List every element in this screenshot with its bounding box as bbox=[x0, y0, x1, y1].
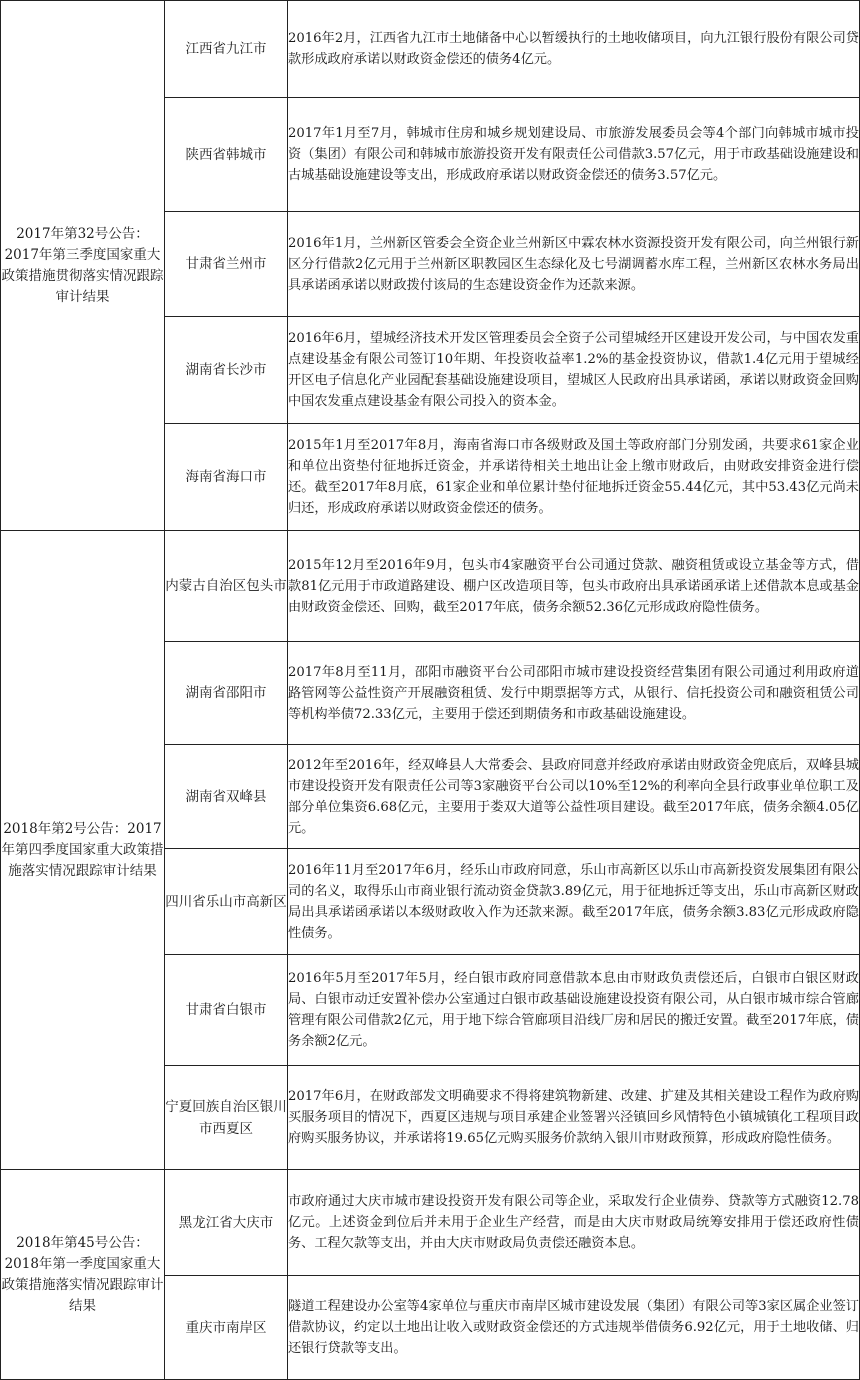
table-row bbox=[1, 531, 860, 642]
detail-cell bbox=[288, 745, 860, 849]
region-cell: 宁夏回族自治区银川市西夏区 bbox=[165, 1066, 288, 1170]
region-cell: 湖南省长沙市 bbox=[165, 317, 288, 424]
detail-text: 2016年11月至2017年6月，经乐山市政府同意，乐山市高新区以乐山市高新投资发展集团有限公司的名义，取得乐山市商业银行流动资金贷款3.89亿元，用于征地拆迁等支出，乐山市高新区财政局出具承诺函承诺以本级财政收入作为还款来源。截至2017年底，债务余额3.83亿元形成政府隐性债务。 bbox=[288, 862, 859, 941]
region-cell: 江西省九江市 bbox=[165, 1, 288, 98]
detail-text: 2016年2月，江西省九江市土地储备中心以暂缓执行的土地收储项目，向九江银行股份有限公司贷款形成政府承诺以财政资金偿还的债务4亿元。 bbox=[288, 31, 859, 67]
detail-cell bbox=[288, 98, 860, 212]
detail-text: 2012年至2016年，经双峰县人大常委会、县政府同意并经政府承诺由财政资金兜底后，双峰县城市建设投资开发有限责任公司等3家融资平台公司以10%至12%的利率向全县行政事业单位职工及部分单位集资6.68亿元，主要用于娄双大道等公益性项目建设。截至2017年底，债务余额4.05亿元。 bbox=[288, 757, 859, 836]
detail-cell bbox=[288, 642, 860, 745]
detail-text: 2016年6月，望城经济技术开发区管理委员会全资子公司望城经开区建设开发公司，与中国农发重点建设基金有限公司签订10年期、年投资收益率1.2%的基金投资协议，借款1.4亿元用于望城经开区电子信息化产业园配套基础设施建设项目，望城区人民政府出具承诺函，承诺以财政资金回购中国农发重点建设基金有限公司投入的资本金。 bbox=[288, 331, 859, 409]
detail-cell bbox=[288, 1276, 860, 1380]
detail-text: 2015年1月至2017年8月，海南省海口市各级财政及国土等政府部门分别发函，共要求61家企业和单位出资垫付征地拆迁资金，并承诺待相关土地出让金上缴市财政后，由财政安排资金进行偿还。截至2017年8月底，61家企业和单位累计垫付征地拆迁资金55.44亿元，其中53.43亿元尚未归还，形成政府承诺以财政资金偿还的债务。 bbox=[288, 438, 859, 516]
detail-cell bbox=[288, 424, 860, 531]
detail-text: 市政府通过大庆市城市建设投资开发有限公司等企业，采取发行企业债券、贷款等方式融资12.78亿元。上述资金到位后并未用于企业生产经营，而是由大庆市财政局统筹安排用于偿还政府性债务、工程欠款等支出，并由大庆市财政局负责偿还融资本息。 bbox=[288, 1194, 859, 1251]
detail-text: 2015年12月至2016年9月，包头市4家融资平台公司通过贷款、融资租赁或设立基金等方式，借款81亿元用于市政道路建设、棚户区改造项目等，包头市政府出具承诺函承诺上述借款本息或基金由财政资金偿还、回购，截至2017年底，债务余额52.36亿元形成政府隐性债务。 bbox=[288, 557, 859, 615]
announcement-cell: 2018年第2号公告：2017年第四季度国家重大政策措施落实情况跟踪审计结果 bbox=[1, 531, 165, 1170]
detail-text: 2016年5月至2017年5月，经白银市政府同意借款本息由市财政负责偿还后，白银市白银区财政局、白银市动迁安置补偿办公室通过白银市政基础设施建设投资有限公司，从白银市城市综合管廊管理有限公司借款2亿元，用于地下综合管廊项目沿线厂房和居民的搬迁安置。截至2017年底，债务余额2亿元。 bbox=[288, 971, 859, 1049]
detail-text: 2016年1月，兰州新区管委会全资企业兰州新区中霖农林水资源投资开发有限公司，向兰州银行新区分行借款2亿元用于兰州新区职教园区生态绿化及七号湖调蓄水库工程，兰州新区农林水务局出具承诺函承诺以财政拨付该局的生态建设资金作为还款来源。 bbox=[288, 235, 859, 293]
detail-cell bbox=[288, 1170, 860, 1276]
region-cell: 黑龙江省大庆市 bbox=[165, 1170, 288, 1276]
region-cell: 甘肃省兰州市 bbox=[165, 212, 288, 317]
region-cell: 重庆市南岸区 bbox=[165, 1276, 288, 1380]
detail-cell bbox=[288, 1, 860, 98]
announcement-cell: 2017年第32号公告：2017年第三季度国家重大政策措施贯彻落实情况跟踪审计结果 bbox=[1, 1, 165, 531]
detail-cell bbox=[288, 849, 860, 955]
detail-cell bbox=[288, 317, 860, 424]
table-row bbox=[1, 1, 860, 98]
announcement-cell: 2018年第45号公告：2018年第一季度国家重大政策措施落实情况跟踪审计结果 bbox=[1, 1170, 165, 1380]
detail-cell bbox=[288, 212, 860, 317]
table-row bbox=[1, 1170, 860, 1276]
region-cell: 四川省乐山市高新区 bbox=[165, 849, 288, 955]
detail-text: 隧道工程建设办公室等4家单位与重庆市南岸区城市建设发展（集团）有限公司等3家区属企业签订借款协议，约定以土地出让收入或财政资金偿还的方式违规举借债务6.92亿元，用于土地收储、归还银行贷款等支出。 bbox=[288, 1299, 859, 1356]
detail-text: 2017年6月，在财政部发文明确要求不得将建筑物新建、改建、扩建及其相关建设工程作为政府购买服务项目的情况下，西夏区违规与项目承建企业签署兴泾镇回乡风情特色小镇城镇化工程项目政府购买服务协议，并承诺将19.65亿元购买服务价款纳入银川市财政预算，形成政府隐性债务。 bbox=[288, 1089, 859, 1146]
region-cell: 湖南省邵阳市 bbox=[165, 642, 288, 745]
region-cell: 甘肃省白银市 bbox=[165, 955, 288, 1066]
detail-cell bbox=[288, 955, 860, 1066]
detail-cell bbox=[288, 1066, 860, 1170]
region-cell: 陕西省韩城市 bbox=[165, 98, 288, 212]
detail-text: 2017年8月至11月，邵阳市融资平台公司邵阳市城市建设投资经营集团有限公司通过利用政府道路管网等公益性资产开展融资租赁、发行中期票据等方式，从银行、信托投资公司和融资租赁公司等机构举债72.33亿元，主要用于偿还到期债务和市政基础设施建设。 bbox=[288, 664, 859, 722]
region-cell: 湖南省双峰县 bbox=[165, 745, 288, 849]
region-cell: 内蒙古自治区包头市 bbox=[165, 531, 288, 642]
detail-cell bbox=[288, 531, 860, 642]
region-cell: 海南省海口市 bbox=[165, 424, 288, 531]
detail-text: 2017年1月至7月，韩城市住房和城乡规划建设局、市旅游发展委员会等4个部门向韩城市城市投资（集团）有限公司和韩城市旅游投资开发有限责任公司借款3.57亿元，用于市政基础设施建设和古城基础设施建设等支出，形成政府承诺以财政资金偿还的债务3.57亿元。 bbox=[288, 126, 859, 183]
